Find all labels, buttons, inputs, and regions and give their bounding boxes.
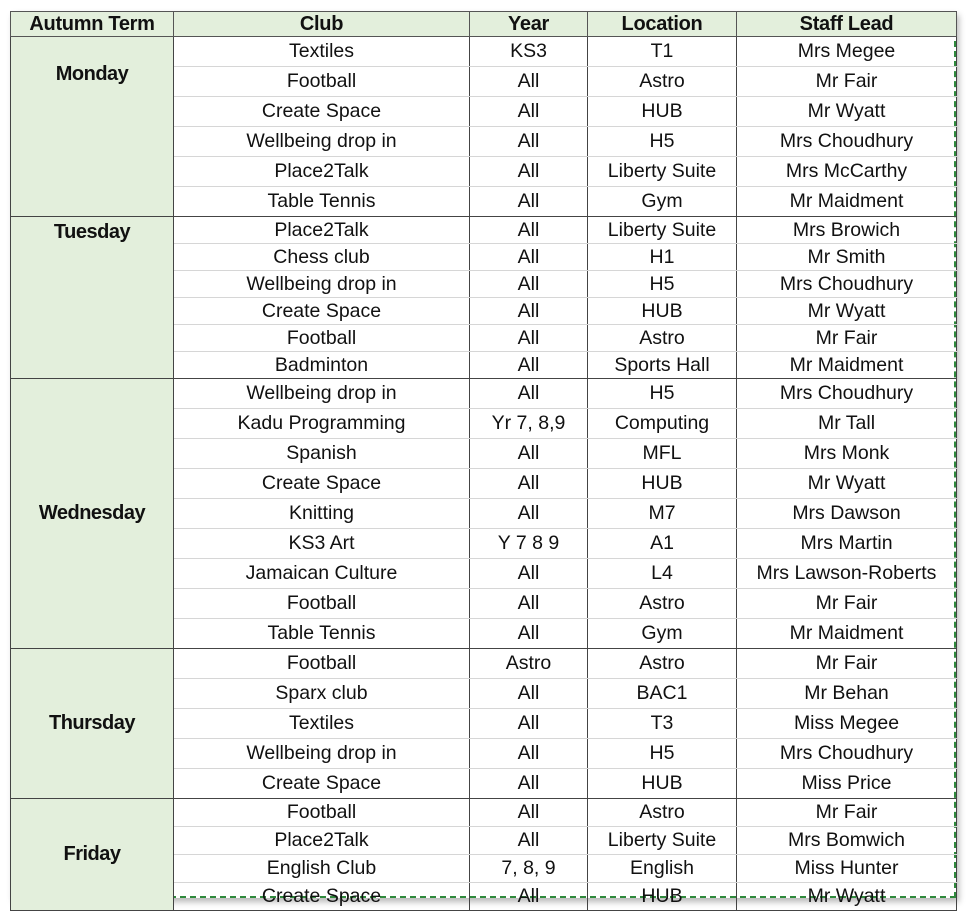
cell-year[interactable]: All [470, 439, 588, 469]
cell-location[interactable]: Astro [588, 67, 737, 97]
cell-year[interactable]: All [470, 157, 588, 187]
cell-club[interactable]: Place2Talk [174, 217, 470, 244]
cell-year[interactable]: All [470, 379, 588, 409]
cell-year[interactable]: All [470, 679, 588, 709]
cell-location[interactable]: MFL [588, 439, 737, 469]
cell-staff-lead[interactable]: Mr Wyatt [737, 97, 957, 127]
cell-location[interactable]: Sports Hall [588, 352, 737, 379]
cell-year[interactable]: All [470, 499, 588, 529]
cell-staff-lead[interactable]: Mrs Martin [737, 529, 957, 559]
cell-staff-lead[interactable]: Mr Smith [737, 244, 957, 271]
cell-club[interactable]: Create Space [174, 883, 470, 911]
table-row [11, 217, 957, 244]
cell-club[interactable]: Place2Talk [174, 827, 470, 855]
day-cell[interactable]: Friday [11, 799, 174, 911]
cell-year[interactable]: All [470, 469, 588, 499]
cell-year[interactable]: All [470, 559, 588, 589]
cell-location[interactable]: A1 [588, 529, 737, 559]
cell-club[interactable]: Kadu Programming [174, 409, 470, 439]
cell-year[interactable]: All [470, 271, 588, 298]
cell-club[interactable]: Spanish [174, 439, 470, 469]
cell-staff-lead[interactable]: Mr Behan [737, 679, 957, 709]
cell-year[interactable]: All [470, 244, 588, 271]
cell-club[interactable]: Wellbeing drop in [174, 271, 470, 298]
cell-location[interactable]: L4 [588, 559, 737, 589]
cell-year[interactable]: Astro [470, 649, 588, 679]
cell-location[interactable]: HUB [588, 469, 737, 499]
day-cell[interactable]: Tuesday [11, 217, 174, 379]
header-row [11, 12, 957, 37]
cell-staff-lead[interactable]: Miss Hunter [737, 855, 957, 883]
cell-club[interactable]: Sparx club [174, 679, 470, 709]
cell-location[interactable]: T3 [588, 709, 737, 739]
cell-staff-lead[interactable]: Mr Fair [737, 649, 957, 679]
cell-location[interactable]: M7 [588, 499, 737, 529]
cell-staff-lead[interactable]: Mr Wyatt [737, 469, 957, 499]
header-term[interactable]: Autumn Term [11, 12, 174, 37]
table-row [11, 379, 957, 409]
cell-staff-lead[interactable]: Miss Price [737, 769, 957, 799]
cell-club[interactable]: Knitting [174, 499, 470, 529]
header-location[interactable]: Location [588, 12, 737, 37]
cell-staff-lead[interactable]: Mr Fair [737, 67, 957, 97]
cell-year[interactable]: All [470, 127, 588, 157]
cell-location[interactable]: HUB [588, 883, 737, 911]
cell-club[interactable]: Football [174, 67, 470, 97]
cell-year[interactable]: All [470, 325, 588, 352]
cell-staff-lead[interactable]: Miss Megee [737, 709, 957, 739]
cell-location[interactable]: H5 [588, 739, 737, 769]
cell-location[interactable]: Gym [588, 187, 737, 217]
cell-club[interactable]: Football [174, 325, 470, 352]
cell-staff-lead[interactable]: Mrs Lawson-Roberts [737, 559, 957, 589]
cell-staff-lead[interactable]: Mrs Bomwich [737, 827, 957, 855]
table-body [11, 37, 957, 911]
cell-location[interactable]: H1 [588, 244, 737, 271]
cell-club[interactable]: Table Tennis [174, 619, 470, 649]
cell-club[interactable]: Football [174, 589, 470, 619]
cell-location[interactable]: Astro [588, 649, 737, 679]
cell-staff-lead[interactable]: Mr Fair [737, 799, 957, 827]
cell-staff-lead[interactable]: Mrs Megee [737, 37, 957, 67]
cell-location[interactable]: Astro [588, 325, 737, 352]
cell-location[interactable]: H5 [588, 271, 737, 298]
cell-club[interactable]: Chess club [174, 244, 470, 271]
timetable-sheet [10, 11, 956, 907]
cell-location[interactable]: Astro [588, 799, 737, 827]
cell-staff-lead[interactable]: Mr Fair [737, 589, 957, 619]
cell-location[interactable]: Liberty Suite [588, 157, 737, 187]
table-row [11, 649, 957, 679]
cell-year[interactable]: All [470, 298, 588, 325]
cell-club[interactable]: Create Space [174, 97, 470, 127]
cell-location[interactable]: H5 [588, 379, 737, 409]
header-club[interactable]: Club [174, 12, 470, 37]
cell-club[interactable]: English Club [174, 855, 470, 883]
cell-club[interactable]: Create Space [174, 298, 470, 325]
cell-club[interactable]: Jamaican Culture [174, 559, 470, 589]
cell-year[interactable]: 7, 8, 9 [470, 855, 588, 883]
cell-location[interactable]: Liberty Suite [588, 217, 737, 244]
cell-staff-lead[interactable]: Mr Maidment [737, 619, 957, 649]
cell-club[interactable]: Football [174, 799, 470, 827]
cell-year[interactable]: KS3 [470, 37, 588, 67]
cell-year[interactable]: Y 7 8 9 [470, 529, 588, 559]
cell-staff-lead[interactable]: Mrs McCarthy [737, 157, 957, 187]
cell-year[interactable]: All [470, 97, 588, 127]
cell-club[interactable]: Wellbeing drop in [174, 127, 470, 157]
cell-staff-lead[interactable]: Mrs Monk [737, 439, 957, 469]
cell-year[interactable]: All [470, 619, 588, 649]
cell-year[interactable]: All [470, 883, 588, 911]
cell-year[interactable]: All [470, 589, 588, 619]
cell-staff-lead[interactable]: Mrs Browich [737, 217, 957, 244]
cell-club[interactable]: Textiles [174, 37, 470, 67]
table-row [11, 799, 957, 827]
cell-staff-lead[interactable]: Mr Wyatt [737, 298, 957, 325]
cell-staff-lead[interactable]: Mr Fair [737, 325, 957, 352]
cell-staff-lead[interactable]: Mrs Dawson [737, 499, 957, 529]
cell-club[interactable]: Football [174, 649, 470, 679]
cell-location[interactable]: Gym [588, 619, 737, 649]
header-year[interactable]: Year [470, 12, 588, 37]
cell-location[interactable]: HUB [588, 97, 737, 127]
cell-location[interactable]: T1 [588, 37, 737, 67]
cell-staff-lead[interactable]: Mr Tall [737, 409, 957, 439]
cell-club[interactable]: Create Space [174, 469, 470, 499]
cell-year[interactable]: All [470, 827, 588, 855]
cell-year[interactable]: All [470, 352, 588, 379]
cell-staff-lead[interactable]: Mrs Choudhury [737, 379, 957, 409]
cell-staff-lead[interactable]: Mr Maidment [737, 187, 957, 217]
cell-year[interactable]: All [470, 739, 588, 769]
cell-club[interactable]: Badminton [174, 352, 470, 379]
cell-location[interactable]: BAC1 [588, 679, 737, 709]
cell-year[interactable]: All [470, 769, 588, 799]
cell-staff-lead[interactable]: Mrs Choudhury [737, 739, 957, 769]
day-cell[interactable]: Monday [11, 37, 174, 217]
cell-club[interactable]: Wellbeing drop in [174, 739, 470, 769]
cell-location[interactable]: English [588, 855, 737, 883]
cell-location[interactable]: H5 [588, 127, 737, 157]
cell-year[interactable]: Yr 7, 8,9 [470, 409, 588, 439]
cell-club[interactable]: Wellbeing drop in [174, 379, 470, 409]
day-cell[interactable]: Wednesday [11, 379, 174, 649]
cell-staff-lead[interactable]: Mr Maidment [737, 352, 957, 379]
clubs-table [10, 11, 957, 911]
cell-staff-lead[interactable]: Mr Wyatt [737, 883, 957, 911]
cell-staff-lead[interactable]: Mrs Choudhury [737, 127, 957, 157]
cell-club[interactable]: Textiles [174, 709, 470, 739]
cell-year[interactable]: All [470, 799, 588, 827]
cell-location[interactable]: HUB [588, 298, 737, 325]
cell-location[interactable]: Liberty Suite [588, 827, 737, 855]
cell-club[interactable]: Place2Talk [174, 157, 470, 187]
cell-club[interactable]: Create Space [174, 769, 470, 799]
table-row [11, 37, 957, 67]
cell-year[interactable]: All [470, 187, 588, 217]
cell-location[interactable]: Computing [588, 409, 737, 439]
cell-staff-lead[interactable]: Mrs Choudhury [737, 271, 957, 298]
cell-year[interactable]: All [470, 217, 588, 244]
header-staff-lead[interactable]: Staff Lead [737, 12, 957, 37]
day-cell[interactable]: Thursday [11, 649, 174, 799]
cell-club[interactable]: Table Tennis [174, 187, 470, 217]
cell-location[interactable]: HUB [588, 769, 737, 799]
cell-location[interactable]: Astro [588, 589, 737, 619]
cell-year[interactable]: All [470, 709, 588, 739]
cell-club[interactable]: KS3 Art [174, 529, 470, 559]
cell-year[interactable]: All [470, 67, 588, 97]
